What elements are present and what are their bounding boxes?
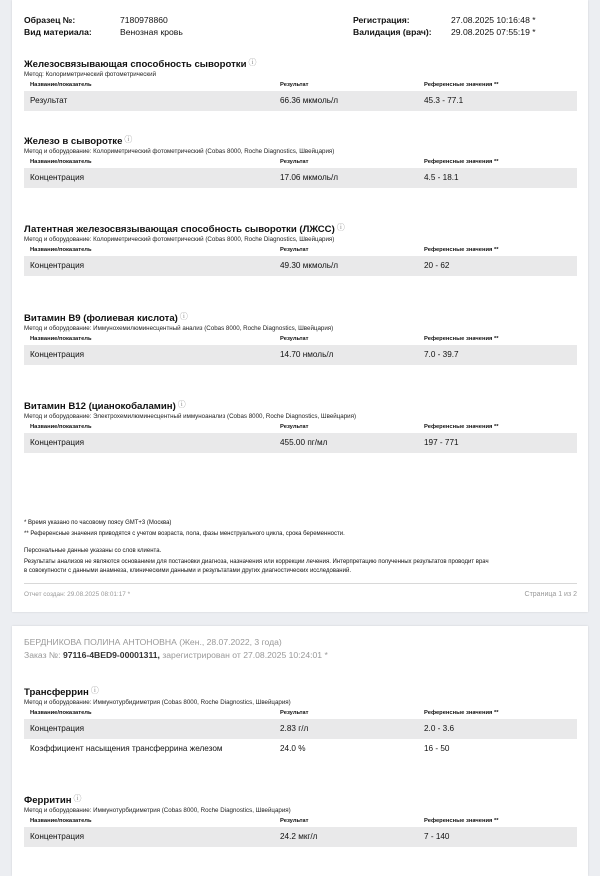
row-name: Результат xyxy=(30,96,68,105)
row-name: Концентрация xyxy=(30,350,85,359)
col-name-header: Название/показатель xyxy=(30,818,92,824)
col-name-header: Название/показатель xyxy=(30,710,92,716)
table-row xyxy=(24,91,577,111)
row-ref: 4.5 - 18.1 xyxy=(424,173,459,182)
section-vitamin-b12 xyxy=(24,398,577,453)
row-name: Концентрация xyxy=(30,261,85,270)
info-icon[interactable]: ⓘ xyxy=(124,135,133,144)
row-result: 455.00 пг/мл xyxy=(280,438,328,447)
material-type xyxy=(24,26,183,38)
table-header xyxy=(24,245,577,256)
section-method: Метод и оборудование: Колориметрический фотометрический (Cobas 8000, Roche Diagnostics, Швейцария) xyxy=(24,148,335,155)
row-ref: 2.0 - 3.6 xyxy=(424,724,455,733)
registration-label: Регистрация: xyxy=(353,15,410,25)
page-number: Страница 1 из 2 xyxy=(524,591,577,598)
section-title: Ферритин ⓘ xyxy=(24,794,82,806)
table-row xyxy=(24,739,577,759)
info-icon[interactable]: ⓘ xyxy=(90,686,99,695)
section-ferritin xyxy=(24,792,577,847)
info-icon[interactable]: ⓘ xyxy=(248,58,257,67)
section-title: Витамин В12 (цианокобаламин) ⓘ xyxy=(24,400,186,412)
info-icon[interactable]: ⓘ xyxy=(73,794,82,803)
row-name: Коэффициент насыщения трансферрина железом xyxy=(30,744,223,753)
row-ref: 45.3 - 77.1 xyxy=(424,96,464,105)
validation-time xyxy=(353,26,536,38)
table-header xyxy=(24,816,577,827)
row-ref: 7.0 - 39.7 xyxy=(424,350,459,359)
row-name: Концентрация xyxy=(30,724,85,733)
section-title: Железо в сыворотке ⓘ xyxy=(24,135,133,147)
sample-number-label: Образец №: xyxy=(24,15,76,25)
row-result: 24.0 % xyxy=(280,744,306,753)
row-ref: 197 - 771 xyxy=(424,438,459,447)
section-method: Метод и оборудование: Иммунотурбидиметрия (Cobas 8000, Roche Diagnostics, Швейцария) xyxy=(24,699,291,706)
order-number: 97116-4BED9-00001311, xyxy=(62,650,160,660)
order-suffix: зарегистрирован от 27.08.2025 10:24:01 * xyxy=(162,650,328,660)
col-result-header: Результат xyxy=(280,424,309,430)
section-title: Железосвязывающая способность сыворотки ⓘ xyxy=(24,58,257,70)
section-title: Латентная железосвязывающая способность сыворотки (ЛЖСС) ⓘ xyxy=(24,223,345,235)
footnote-reference: ** Референсные значения приводятся с учетом возраста, пола, фазы менструального цикла, срока беременности. xyxy=(24,531,345,537)
validation-value: 29.08.2025 07:55:19 * xyxy=(451,27,536,37)
registration-value: 27.08.2025 10:16:48 * xyxy=(451,15,536,25)
footnote-disclaimer-1: Результаты анализов не являются основанием для постановки диагноза, назначения или коррекции лечения. Интерпретацию полученных результатов проводит врач xyxy=(24,559,489,565)
col-name-header: Название/показатель xyxy=(30,247,92,253)
table-row xyxy=(24,433,577,453)
section-method: Метод и оборудование: Иммунохемилюминесцентный анализ (Cobas 8000, Roche Diagnostics, Швейцария) xyxy=(24,325,334,332)
footnote-time: * Время указано по часовому поясу GMT+3 (Москва) xyxy=(24,520,172,526)
col-name-header: Название/показатель xyxy=(30,336,92,342)
table-row xyxy=(24,168,577,188)
col-ref-header: Референсные значения ** xyxy=(424,82,499,88)
section-method: Метод и оборудование: Электрохемилюминесцентный иммуноанализ (Cobas 8000, Roche Diagnostics, Швейцария) xyxy=(24,413,357,420)
material-type-value: Венозная кровь xyxy=(120,27,183,37)
col-ref-header: Референсные значения ** xyxy=(424,818,499,824)
info-icon[interactable]: ⓘ xyxy=(177,400,186,409)
section-title: Витамин В9 (фолиевая кислота) ⓘ xyxy=(24,312,188,324)
order-prefix: Заказ №: xyxy=(24,650,61,660)
col-result-header: Результат xyxy=(280,247,309,253)
table-header xyxy=(24,708,577,719)
info-icon[interactable]: ⓘ xyxy=(336,223,345,232)
table-row xyxy=(24,719,577,739)
material-type-label: Вид материала: xyxy=(24,27,92,37)
row-result: 24.2 мкг/л xyxy=(280,832,318,841)
section-serum-iron xyxy=(24,133,577,188)
footer-divider xyxy=(24,583,577,584)
row-ref: 7 - 140 xyxy=(424,832,450,841)
row-name: Концентрация xyxy=(30,173,85,182)
table-header xyxy=(24,422,577,433)
sample-number-value: 7180978860 xyxy=(120,15,168,25)
section-latent-iron-binding xyxy=(24,221,577,276)
validation-label: Валидация (врач): xyxy=(353,27,432,37)
footnote-disclaimer-2: в совокупности с данными анамнеза, клиническими данными и результатами других диагностических исследований. xyxy=(24,568,351,574)
info-icon[interactable]: ⓘ xyxy=(179,312,188,321)
row-result: 2.83 г/л xyxy=(280,724,309,733)
table-header xyxy=(24,80,577,91)
table-header xyxy=(24,157,577,168)
table-header xyxy=(24,334,577,345)
patient-info: БЕРДНИКОВА ПОЛИНА АНТОНОВНА (Жен., 28.07.2022, 3 года) xyxy=(24,637,282,647)
sample-number xyxy=(24,14,168,26)
row-result: 17.06 мкмоль/л xyxy=(280,173,339,182)
order-info xyxy=(24,649,328,662)
report-page-2 xyxy=(12,626,588,876)
row-name: Концентрация xyxy=(30,438,85,447)
table-row xyxy=(24,345,577,365)
col-result-header: Результат xyxy=(280,82,309,88)
row-ref: 16 - 50 xyxy=(424,744,450,753)
section-iron-binding-capacity xyxy=(24,56,577,111)
registration-time xyxy=(353,14,536,26)
section-method: Метод: Колориметрический фотометрический xyxy=(24,71,157,78)
col-name-header: Название/показатель xyxy=(30,82,92,88)
col-ref-header: Референсные значения ** xyxy=(424,159,499,165)
section-method: Метод и оборудование: Иммунотурбидиметрия (Cobas 8000, Roche Diagnostics, Швейцария) xyxy=(24,807,291,814)
col-ref-header: Референсные значения ** xyxy=(424,710,499,716)
report-created: Отчет создан: 29.08.2025 08:01:17 * xyxy=(24,591,131,598)
section-title: Трансферрин ⓘ xyxy=(24,686,99,698)
col-result-header: Результат xyxy=(280,159,309,165)
section-vitamin-b9 xyxy=(24,310,577,365)
col-result-header: Результат xyxy=(280,818,309,824)
col-result-header: Результат xyxy=(280,710,309,716)
section-method: Метод и оборудование: Колориметрический фотометрический (Cobas 8000, Roche Diagnostics, Швейцария) xyxy=(24,236,335,243)
row-result: 49.30 мкмоль/л xyxy=(280,261,339,270)
col-ref-header: Референсные значения ** xyxy=(424,336,499,342)
col-ref-header: Референсные значения ** xyxy=(424,424,499,430)
col-ref-header: Референсные значения ** xyxy=(424,247,499,253)
row-result: 14.70 нмоль/л xyxy=(280,350,334,359)
col-name-header: Название/показатель xyxy=(30,424,92,430)
col-result-header: Результат xyxy=(280,336,309,342)
section-transferrin xyxy=(24,684,577,759)
report-page-1 xyxy=(12,0,588,612)
col-name-header: Название/показатель xyxy=(30,159,92,165)
footnote-personal-data: Персональные данные указаны со слов клиента. xyxy=(24,548,162,554)
row-name: Концентрация xyxy=(30,832,85,841)
table-row xyxy=(24,827,577,847)
row-ref: 20 - 62 xyxy=(424,261,450,270)
row-result: 66.36 мкмоль/л xyxy=(280,96,339,105)
table-row xyxy=(24,256,577,276)
